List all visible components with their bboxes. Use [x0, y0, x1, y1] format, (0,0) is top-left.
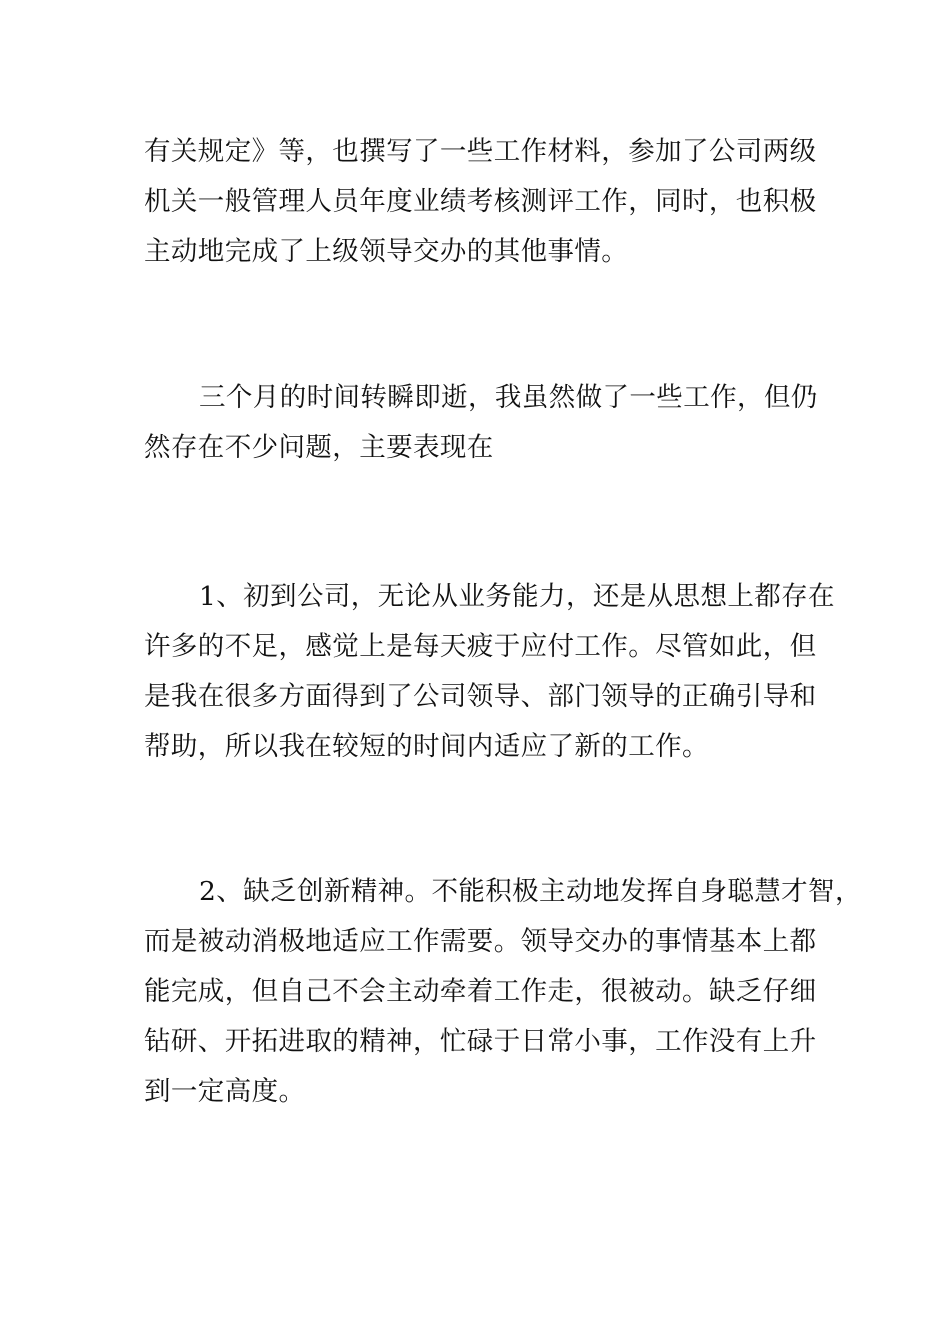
text-line: 钻研、开拓进取的精神，忙碌于日常小事，工作没有上升: [144, 1026, 817, 1057]
text-line: 机关一般管理人员年度业绩考核测评工作，同时，也积极: [144, 186, 817, 217]
text-line: 到一定高度。: [144, 1076, 306, 1107]
text-line: 主动地完成了上级领导交办的其他事情。: [144, 236, 629, 267]
text-line: 三个月的时间转瞬即逝，我虽然做了一些工作，但仍: [199, 382, 818, 413]
text-line: 2、缺乏创新精神。不能积极主动地发挥自身聪慧才智，: [199, 876, 862, 907]
text-line: 1、初到公司，无论从业务能力，还是从思想上都存在: [199, 581, 835, 612]
text-line: 有关规定》等，也撰写了一些工作材料，参加了公司两级: [144, 136, 817, 167]
paragraph-summary-intro: [144, 373, 818, 473]
paragraph-duties-continued: [144, 127, 817, 277]
text-line: 能完成，但自己不会主动牵着工作走，很被动。缺乏仔细: [144, 976, 817, 1007]
text-line: 帮助，所以我在较短的时间内适应了新的工作。: [144, 731, 709, 762]
text-line: 许多的不足，感觉上是每天疲于应付工作。尽管如此，但: [144, 631, 817, 662]
text-line: 而是被动消极地适应工作需要。领导交办的事情基本上都: [144, 926, 817, 957]
text-line: 然存在不少问题，主要表现在: [144, 432, 494, 463]
paragraph-point-1: [144, 572, 835, 772]
text-line: 是我在很多方面得到了公司领导、部门领导的正确引导和: [144, 681, 817, 712]
paragraph-point-2: [144, 867, 862, 1117]
